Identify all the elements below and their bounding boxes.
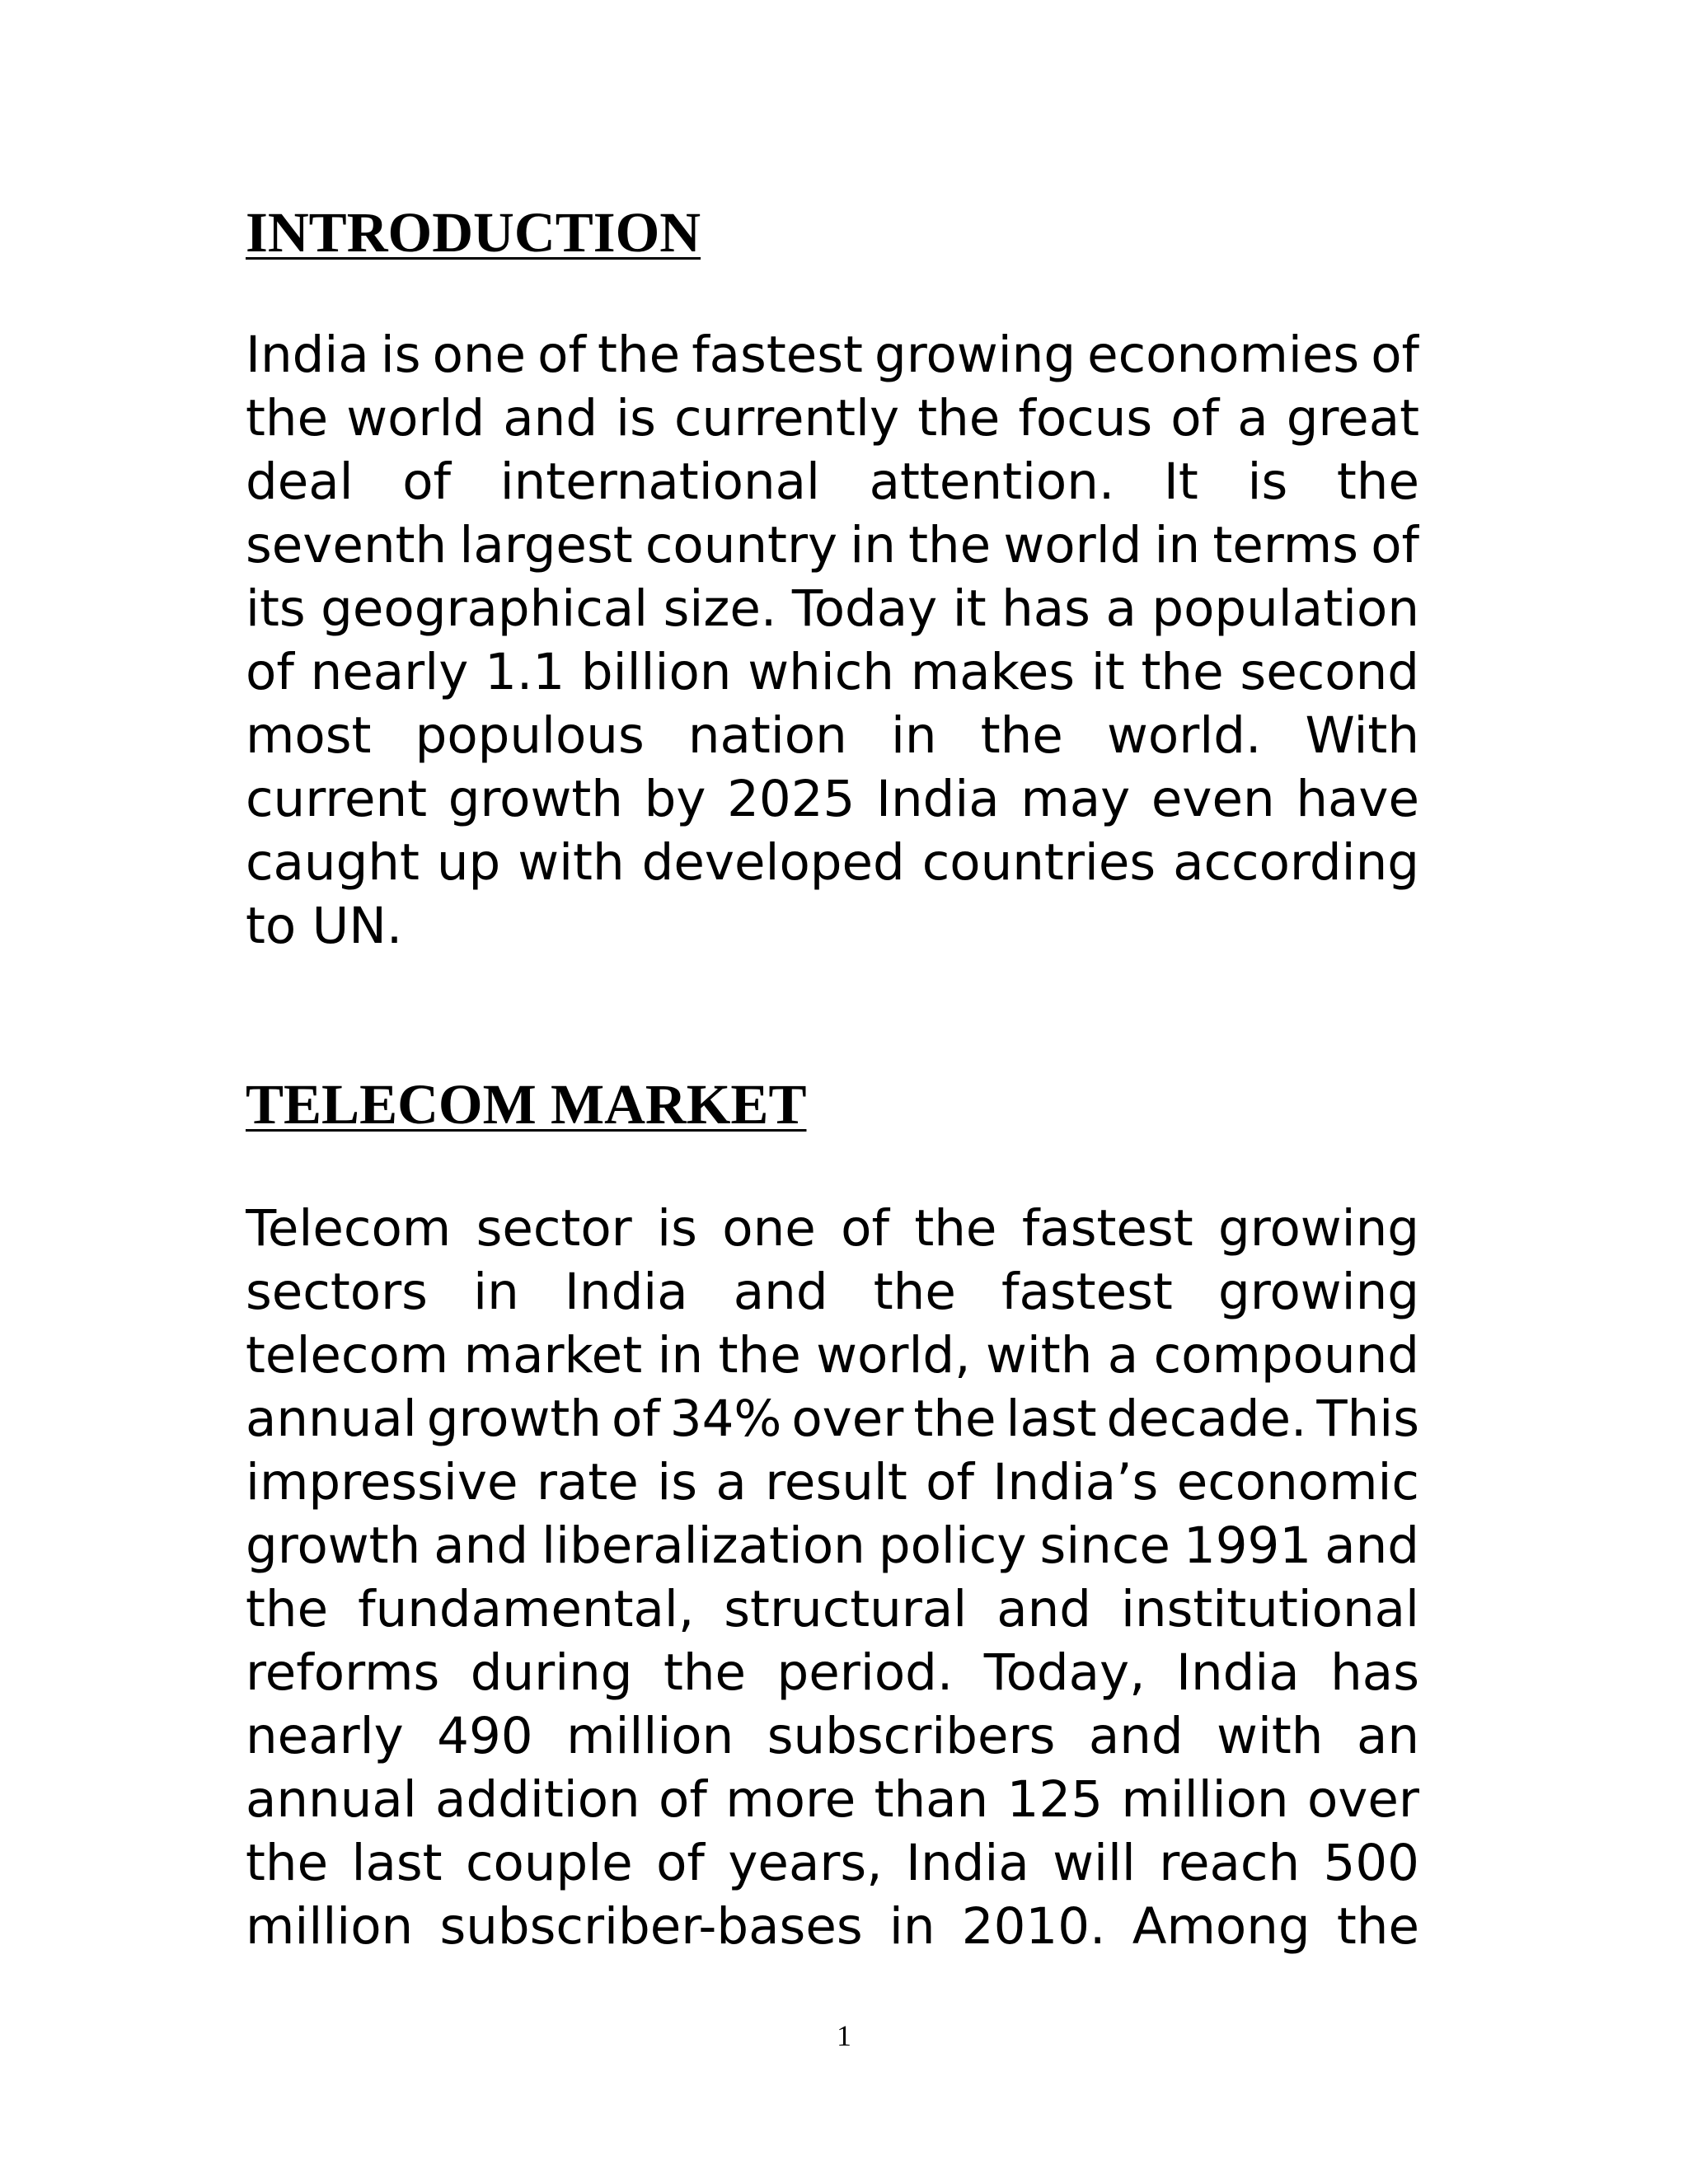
text-line: annual growth of 34% over the last decade. This: [246, 1390, 1419, 1448]
text-line: most populous nation in the world. With: [246, 706, 1419, 765]
text-line: the world and is currently the focus of a great: [246, 389, 1419, 448]
paragraph-telecom-market: [246, 1197, 1419, 1958]
text-line: the fundamental, structural and institutional: [246, 1580, 1419, 1638]
section-heading-telecom-market: TELECOM MARKET: [246, 1073, 807, 1136]
text-line: Telecom sector is one of the fastest growing: [246, 1199, 1419, 1258]
text-line: telecom market in the world, with a compound: [246, 1326, 1419, 1385]
text-line: sectors in India and the fastest growing: [246, 1263, 1419, 1321]
page-number: 1: [837, 2019, 851, 2052]
text-line: the last couple of years, India will reach 500: [246, 1834, 1419, 1892]
text-line: deal of international attention. It is the: [246, 452, 1419, 511]
text-line-last: to UN.: [246, 897, 403, 955]
text-line: growth and liberalization policy since 1991 and: [246, 1516, 1419, 1575]
text-line: India is one of the fastest growing economies of: [246, 326, 1419, 384]
text-line: of nearly 1.1 billion which makes it the second: [246, 643, 1419, 701]
text-line: nearly 490 million subscribers and with an: [246, 1707, 1419, 1765]
text-line: caught up with developed countries according: [246, 833, 1419, 892]
text-line: current growth by 2025 India may even have: [246, 770, 1419, 828]
text-line: million subscriber-bases in 2010. Among the: [246, 1897, 1419, 1956]
text-line: its geographical size. Today it has a population: [246, 579, 1419, 638]
paragraph-introduction: [246, 323, 1419, 958]
section-heading-introduction: INTRODUCTION: [246, 201, 701, 264]
text-line: impressive rate is a result of India’s economic: [246, 1453, 1419, 1511]
text-line: reforms during the period. Today, India has: [246, 1643, 1419, 1702]
text-line: seventh largest country in the world in terms of: [246, 516, 1419, 574]
text-line: annual addition of more than 125 million over: [246, 1770, 1419, 1829]
